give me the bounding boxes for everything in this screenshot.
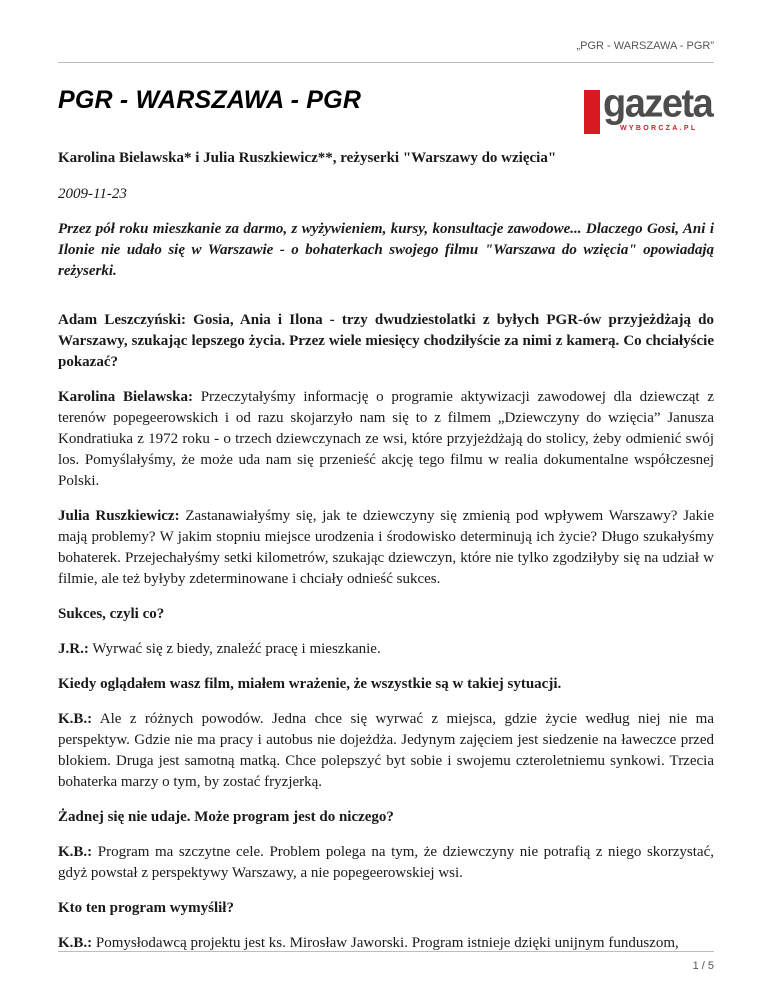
article-lead: Przez pół roku mieszkanie za darmo, z wyżywieniem, kursy, konsultacje zawodowe... Dlaczego Gosi, Ani i Ilonie nie udało się w Warszawie - o bohaterkach swojego filmu "Warszawa do wzięcia" opowiadają reżyserki. [58,221,714,279]
interview-answer [58,506,714,590]
answer-text: Pomysłodawcą projektu jest ks. Mirosław Jaworski. Program istnieje dzięki unijnym funduszom, [95,935,679,951]
interview-answer [58,709,714,793]
interview-question: Kiedy oglądałem wasz film, miałem wrażenie, że wszystkie są w takiej sytuacji. [58,676,562,692]
answer-speaker: K.B.: [58,935,93,951]
running-header: „PGR - WARSZAWA - PGR” [576,40,714,52]
document-title: PGR - WARSZAWA - PGR [58,86,362,114]
gazeta-wyborcza-logo [584,82,713,134]
interview-question: Sukces, czyli co? [58,606,165,622]
interview-question: Adam Leszczyński: Gosia, Ania i Ilona - trzy dwudziestolatki z byłych PGR-ów przyjeżdżają do Warszawy, szukając lepszego życia. Przez wiele miesięcy chodziłyście za nimi z kamerą. Co chciałyście pokazać? [58,312,714,370]
interview-question: Żadnej się nie udaje. Może program jest do niczego? [58,809,394,825]
answer-speaker: J.R.: [58,641,89,657]
interview-answer [58,842,714,884]
answer-speaker: K.B.: [58,844,93,860]
answer-text: Wyrwać się z biedy, znaleźć pracę i mieszkanie. [92,641,381,657]
interview-question: Kto ten program wymyślił? [58,900,234,916]
answer-text: Program ma szczytne cele. Problem polega na tym, że dziewczyny nie potrafią z niego skorzystać, gdyż powstał z perspektywy Warszawy, a nie popegeerowskiej wsi. [58,844,714,881]
interview-answer [58,639,714,660]
answer-text: Zastanawiałyśmy się, jak te dziewczyny się zmienią pod wpływem Warszawy? Jakie mają problemy? W jakim stopniu miejsce urodzenia i środowisko determinują ich życie? Długo szukałyśmy bohaterek. Przejechałyśmy setki kilometrów, szukając dziewczyn, które nie tylko zgodziłyby się na udział w filmie, ale też byłyby zdeterminowane i chciały odnieść sukces. [58,508,715,587]
byline: Karolina Bielawska* i Julia Ruszkiewicz**, reżyserki "Warszawy do wzięcia" [58,150,557,166]
logo-red-block [584,90,600,134]
publish-date: 2009-11-23 [58,186,127,202]
answer-speaker: Karolina Bielawska: [58,389,193,405]
page-number: 1 / 5 [692,960,714,972]
answer-text: Ale z różnych powodów. Jedna chce się wyrwać z miejsca, gdzie życie według niej nie ma perspektyw. Gdzie nie ma pracy i autobus nie dojeżdża. Jedynym zajęciem jest siedzenie na ławeczce przed blokiem. Druga jest samotną matką. Chce polepszyć byt sobie i swojemu czteroletniemu synkowi. Trzecia bohaterka marzy o tym, by zostać fryzjerką. [58,711,714,790]
logo-wordmark: gazeta [603,82,713,127]
header-divider [58,62,714,63]
logo-subtitle: WYBORCZA.PL [620,125,698,132]
answer-speaker: Julia Ruszkiewicz: [58,508,180,524]
footer-divider [58,951,714,952]
answer-text: Przeczytałyśmy informację o programie aktywizacji zawodowej dla dziewcząt z terenów popegeerowskich i od razu skojarzyło nam się to z filmem „Dziewczyny do wzięcia” Janusza Kondratiuka z 1972 roku - o trzech dziewczynach ze wsi, które przyjeżdżają do stolicy, żeby odmienić swój los. Pomyślałyśmy, że może uda nam się przenieść akcję tego filmu w realia dokumentalne współczesnej Polski. [58,389,714,489]
interview-answer [58,387,714,492]
answer-speaker: K.B.: [58,711,93,727]
article-body [58,148,714,968]
